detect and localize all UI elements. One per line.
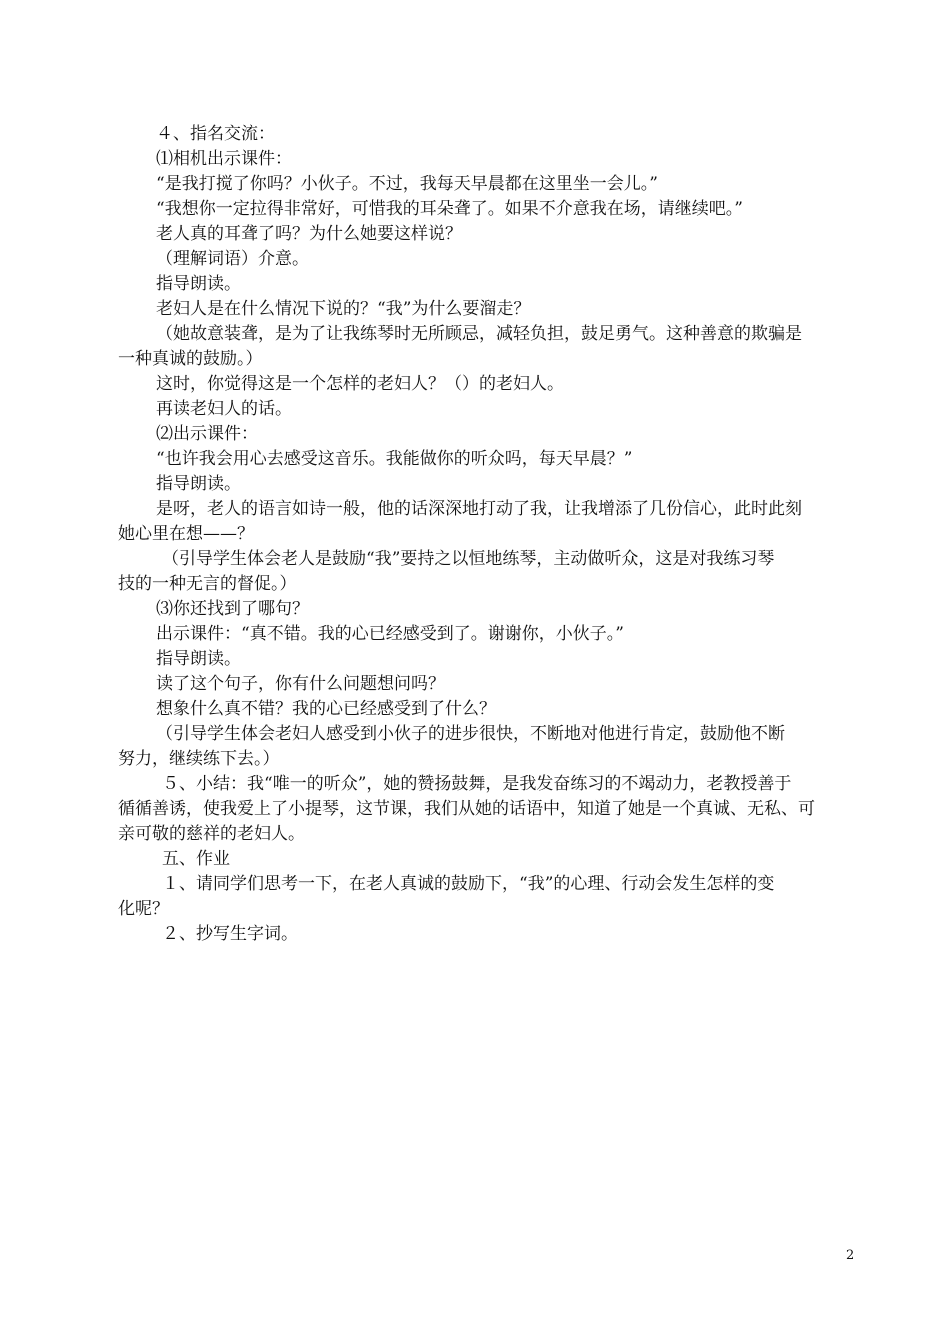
paragraph-line: 她心里在想——？	[118, 524, 254, 544]
paragraph-line: 一种真诚的鼓励。）	[118, 349, 263, 369]
paragraph-line: 技的一种无言的督促。）	[118, 574, 297, 594]
paragraph-line: 指导朗读。	[156, 649, 241, 669]
paragraph-line: ⑶你还找到了哪句？	[156, 599, 309, 619]
paragraph-line: 老妇人是在什么情况下说的？“我”为什么要溜走？	[156, 299, 531, 319]
paragraph-line: “也许我会用心去感受这音乐。我能做你的听众吗，每天早晨？”	[156, 449, 633, 469]
paragraph-line: １、请同学们思考一下，在老人真诚的鼓励下，“我”的心理、行动会发生怎样的变	[162, 874, 775, 894]
paragraph-line: 想象什么真不错？我的心已经感受到了什么？	[156, 699, 496, 719]
page-number: 2	[846, 1248, 855, 1263]
paragraph-line: 这时，你觉得这是一个怎样的老妇人？（）的老妇人。	[156, 374, 564, 394]
paragraph-line: “我想你一定拉得非常好，可惜我的耳朵聋了。如果不介意我在场，请继续吧。”	[156, 199, 743, 219]
paragraph-line: 读了这个句子，你有什么问题想问吗？	[156, 674, 445, 694]
paragraph-line: ２、抄写生字词。	[162, 924, 298, 944]
paragraph-line: ⑵出示课件：	[156, 424, 258, 444]
paragraph-line: 指导朗读。	[156, 274, 241, 294]
paragraph-line: 指导朗读。	[156, 474, 241, 494]
paragraph-line: 再读老妇人的话。	[156, 399, 292, 419]
paragraph-line: （引导学生体会老人是鼓励“我”要持之以恒地练琴，主动做听众，这是对我练习琴	[162, 549, 775, 569]
paragraph-line: 是呀，老人的语言如诗一般，他的话深深地打动了我，让我增添了几份信心，此时此刻	[156, 499, 802, 519]
section-heading: 五、作业	[162, 849, 230, 869]
document-body	[118, 122, 858, 947]
paragraph-line: （理解词语）介意。	[156, 249, 309, 269]
paragraph-line: 老人真的耳聋了吗？为什么她要这样说？	[156, 224, 462, 244]
paragraph-line: 努力，继续练下去。）	[118, 749, 280, 769]
paragraph-line: ⑴相机出示课件：	[156, 149, 292, 169]
paragraph-line: 亲可敬的慈祥的老妇人。	[118, 824, 305, 844]
paragraph-line: ５、小结：我“唯一的听众”，她的赞扬鼓舞，是我发奋练习的不竭动力，老教授善于	[162, 774, 792, 794]
paragraph-line: 出示课件：“真不错。我的心已经感受到了。谢谢你，小伙子。”	[156, 624, 624, 644]
paragraph-line: ４、指名交流：	[156, 124, 275, 144]
paragraph-line: 化呢？	[118, 899, 169, 919]
paragraph-line: 循循善诱，使我爱上了小提琴，这节课，我们从她的话语中，知道了她是一个真诚、无私、可	[118, 799, 815, 819]
paragraph-line: “是我打搅了你吗？小伙子。不过，我每天早晨都在这里坐一会儿。”	[156, 174, 658, 194]
paragraph-line: （她故意装聋，是为了让我练琴时无所顾忌，减轻负担，鼓足勇气。这种善意的欺骗是	[156, 324, 802, 344]
paragraph-line: （引导学生体会老妇人感受到小伙子的进步很快，不断地对他进行肯定，鼓励他不断	[156, 724, 785, 744]
